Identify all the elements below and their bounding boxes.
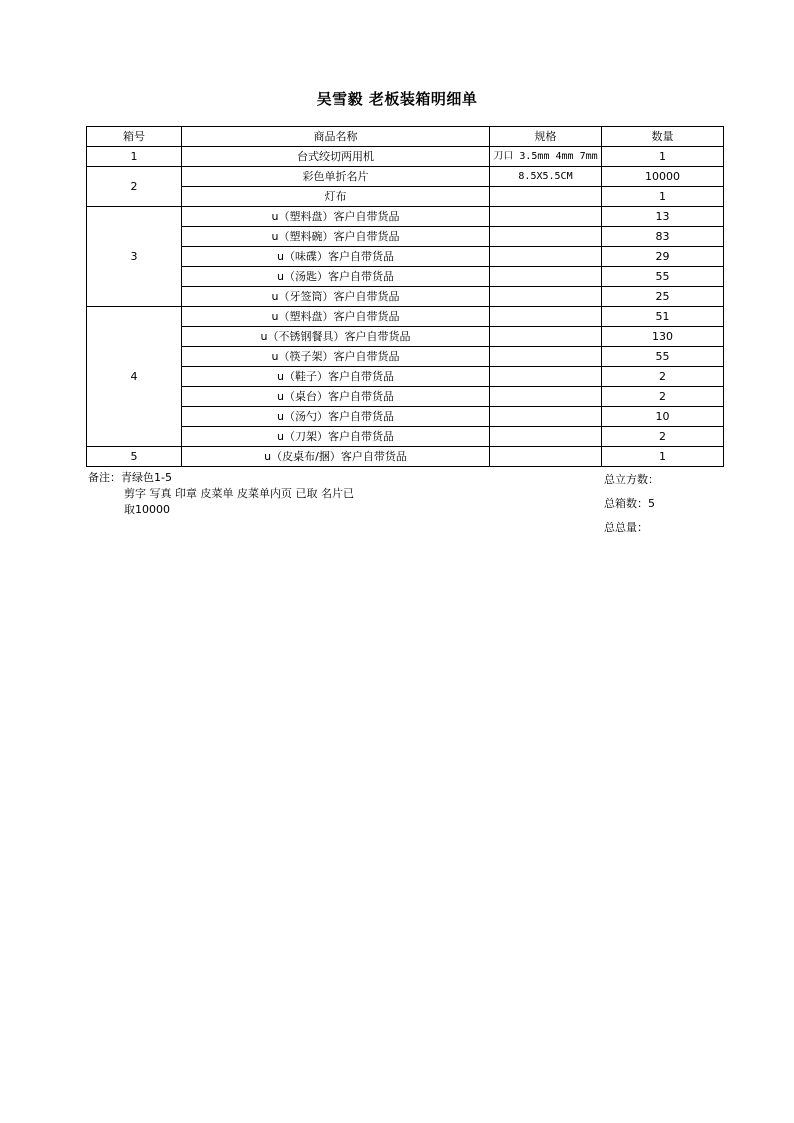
quantity-cell: 10000 xyxy=(602,167,724,187)
box-number-cell: 4 xyxy=(87,307,182,447)
spec-cell xyxy=(490,187,602,207)
table-row xyxy=(87,147,724,167)
totals-summary xyxy=(604,468,659,540)
spec-cell xyxy=(490,327,602,347)
quantity-cell: 130 xyxy=(602,327,724,347)
header-product-name: 商品名称 xyxy=(182,127,490,147)
table-row xyxy=(87,207,724,227)
product-name-cell: u（筷子架）客户自带货品 xyxy=(182,347,490,367)
product-name-cell: u（味碟）客户自带货品 xyxy=(182,247,490,267)
remarks xyxy=(88,470,428,518)
table-row xyxy=(87,287,724,307)
quantity-cell: 83 xyxy=(602,227,724,247)
spec-cell xyxy=(490,407,602,427)
table-row xyxy=(87,247,724,267)
remarks-line-3: 取10000 xyxy=(124,503,170,516)
quantity-cell: 55 xyxy=(602,267,724,287)
table-row xyxy=(87,167,724,187)
product-name-cell: u（汤匙）客户自带货品 xyxy=(182,267,490,287)
table-row xyxy=(87,407,724,427)
spec-cell xyxy=(490,427,602,447)
quantity-cell: 55 xyxy=(602,347,724,367)
table-row xyxy=(87,267,724,287)
table-row xyxy=(87,227,724,247)
product-name-cell: u（皮桌布/捆）客户自带货品 xyxy=(182,447,490,467)
product-name-cell: u（塑料盘）客户自带货品 xyxy=(182,307,490,327)
spec-cell xyxy=(490,207,602,227)
quantity-cell: 2 xyxy=(602,387,724,407)
spec-cell xyxy=(490,387,602,407)
spec-cell xyxy=(490,227,602,247)
box-number-cell: 1 xyxy=(87,147,182,167)
table-row xyxy=(87,187,724,207)
spec-cell xyxy=(490,267,602,287)
quantity-cell: 1 xyxy=(602,447,724,467)
product-name-cell: 彩色单折名片 xyxy=(182,167,490,187)
product-name-cell: u（鞋子）客户自带货品 xyxy=(182,367,490,387)
total-weight: 总总量： xyxy=(604,521,648,534)
table-row xyxy=(87,327,724,347)
table-row xyxy=(87,307,724,327)
spec-cell xyxy=(490,347,602,367)
header-box-no: 箱号 xyxy=(87,127,182,147)
quantity-cell: 10 xyxy=(602,407,724,427)
table-row xyxy=(87,387,724,407)
box-number-cell: 5 xyxy=(87,447,182,467)
product-name-cell: u（不锈钢餐具）客户自带货品 xyxy=(182,327,490,347)
header-quantity: 数量 xyxy=(602,127,724,147)
box-number-cell: 3 xyxy=(87,207,182,307)
spec-cell: 刀口 3.5mm 4mm 7mm xyxy=(490,147,602,167)
box-number-cell: 2 xyxy=(87,167,182,207)
total-volume: 总立方数： xyxy=(604,473,659,486)
table-row xyxy=(87,367,724,387)
spec-cell xyxy=(490,447,602,467)
quantity-cell: 1 xyxy=(602,187,724,207)
packing-list-table xyxy=(86,126,724,467)
quantity-cell: 25 xyxy=(602,287,724,307)
spec-cell xyxy=(490,367,602,387)
spec-cell xyxy=(490,307,602,327)
table-row xyxy=(87,447,724,467)
remarks-line-1: 备注：青绿色1-5 xyxy=(88,471,172,484)
quantity-cell: 1 xyxy=(602,147,724,167)
product-name-cell: u（桌台）客户自带货品 xyxy=(182,387,490,407)
product-name-cell: 台式绞切两用机 xyxy=(182,147,490,167)
product-name-cell: u（汤勺）客户自带货品 xyxy=(182,407,490,427)
total-boxes: 总箱数：5 xyxy=(604,497,655,510)
quantity-cell: 2 xyxy=(602,367,724,387)
table-row xyxy=(87,427,724,447)
product-name-cell: u（塑料碗）客户自带货品 xyxy=(182,227,490,247)
table-header-row xyxy=(87,127,724,147)
table-row xyxy=(87,347,724,367)
table-body xyxy=(87,147,724,467)
product-name-cell: u（刀架）客户自带货品 xyxy=(182,427,490,447)
header-spec: 规格 xyxy=(490,127,602,147)
spec-cell xyxy=(490,287,602,307)
page-title: 吴雪毅 老板装箱明细单 xyxy=(316,90,478,108)
quantity-cell: 2 xyxy=(602,427,724,447)
quantity-cell: 13 xyxy=(602,207,724,227)
quantity-cell: 51 xyxy=(602,307,724,327)
product-name-cell: u（塑料盘）客户自带货品 xyxy=(182,207,490,227)
remarks-line-2: 剪字 写真 印章 皮菜单 皮菜单内页 已取 名片已 xyxy=(124,487,354,500)
spec-cell: 8.5X5.5CM xyxy=(490,167,602,187)
spec-cell xyxy=(490,247,602,267)
product-name-cell: u（牙签筒）客户自带货品 xyxy=(182,287,490,307)
product-name-cell: 灯布 xyxy=(182,187,490,207)
quantity-cell: 29 xyxy=(602,247,724,267)
